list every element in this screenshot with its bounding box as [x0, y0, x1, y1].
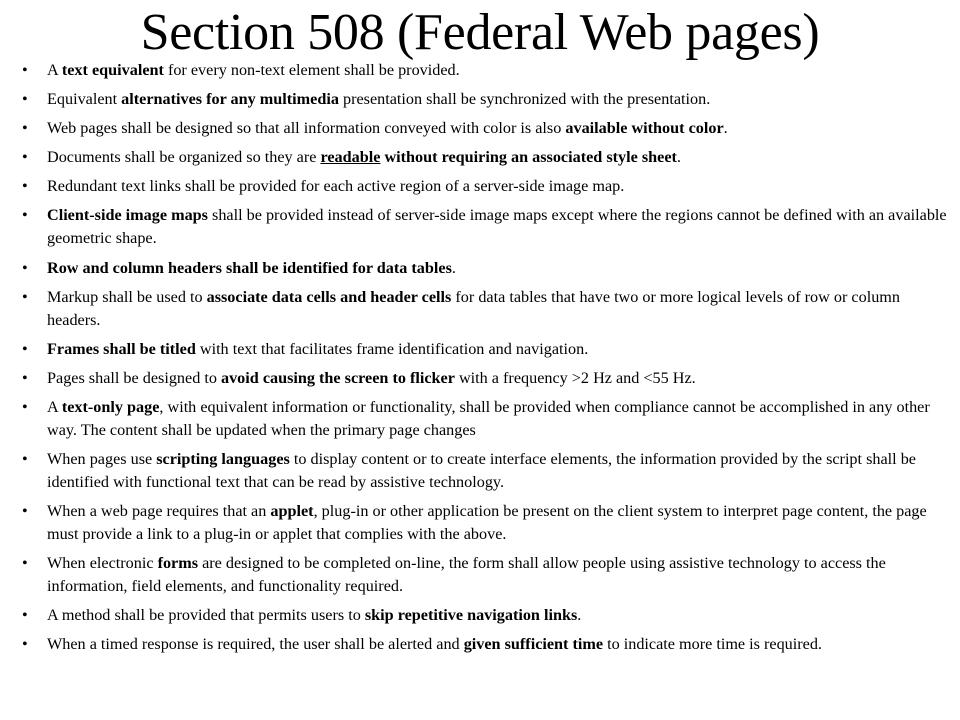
bold-text: associate data cells and header cells	[206, 287, 452, 306]
bullet-item	[22, 175, 952, 198]
text-segment: .	[451, 258, 456, 277]
text-segment: A	[47, 397, 62, 416]
bullet-item	[22, 367, 952, 390]
text-segment: to indicate more time is required.	[603, 635, 822, 654]
bullet-item	[22, 286, 952, 332]
text-segment: are designed to be completed on-line, the form shall allow people using assistive technology to access the information, field elements, and functionality required.	[47, 554, 886, 596]
text-segment: When a timed response is required, the user shall be alerted and	[47, 635, 464, 654]
text-segment: A	[47, 61, 62, 79]
bullet-item	[22, 552, 952, 598]
bullet-list	[22, 59, 952, 663]
text-segment: When electronic	[47, 554, 158, 573]
text-segment: Documents shall be organized so they are	[47, 148, 321, 167]
text-segment: to display content or to create interface elements, the information provided by the script shall be identified with functional text that can be read by assistive technology.	[47, 450, 916, 492]
text-segment: shall be provided instead of server-side image maps except where the regions cannot be defined with an available geometric shape.	[47, 206, 947, 248]
bold-text: text-only page	[61, 397, 160, 416]
text-segment: Pages shall be designed to	[47, 368, 221, 387]
bullet-item	[22, 204, 952, 250]
bullet-item	[22, 146, 952, 169]
text-segment: Web pages shall be designed so that all information conveyed with color is also	[47, 119, 566, 138]
bullet-item	[22, 604, 952, 627]
text-segment: with text that facilitates frame identification and navigation.	[195, 339, 589, 358]
bold-text: avoid causing the screen to flicker	[220, 368, 455, 387]
bullet-item	[22, 396, 952, 442]
bullet-item	[22, 59, 952, 82]
bold-text: scripting languages	[156, 450, 290, 469]
bullet-item	[22, 117, 952, 140]
bold-text: applet	[270, 502, 314, 521]
text-segment: .	[577, 606, 582, 625]
text-segment: When pages use	[47, 450, 157, 469]
text-segment: , with equivalent information or functionality, shall be provided when compliance cannot be accomplished in any other way. The content shall be updated when the primary page changes	[47, 397, 930, 439]
bold-text: without requiring an associated style sheet	[380, 148, 677, 167]
text-segment: for data tables that have two or more logical levels of row or column headers.	[47, 287, 900, 329]
bold-text: readable	[320, 148, 381, 167]
bold-text: given sufficient time	[463, 635, 604, 654]
text-segment: When a web page requires that an	[47, 502, 271, 521]
bold-text: Client-side image maps	[47, 206, 208, 225]
bullet-item	[22, 448, 952, 494]
bullet-item	[22, 633, 952, 656]
bold-text: Row and column headers shall be identified for data tables	[47, 258, 452, 277]
text-segment: .	[676, 148, 681, 167]
text-segment: .	[723, 119, 728, 138]
bold-text: alternatives for any multimedia	[121, 90, 339, 109]
text-segment: for every non-text element shall be provided.	[163, 61, 460, 79]
text-segment: with a frequency >2 Hz and <55 Hz.	[454, 368, 696, 387]
text-segment: Equivalent	[47, 90, 122, 109]
bullet-item	[22, 88, 952, 111]
bold-text: text equivalent	[61, 61, 164, 79]
text-segment: Redundant text links shall be provided for each active region of a server-side image map.	[47, 177, 625, 196]
text-segment: A method shall be provided that permits users to	[47, 606, 365, 625]
text-segment: presentation shall be synchronized with the presentation.	[338, 90, 711, 109]
bold-text: forms	[157, 554, 199, 573]
text-segment: Markup shall be used to	[47, 287, 207, 306]
bold-text: available without color	[565, 119, 724, 138]
bold-text: skip repetitive navigation links	[364, 606, 578, 625]
bullet-item	[22, 338, 952, 361]
bullet-item	[22, 257, 952, 280]
slide-title: Section 508 (Federal Web pages)	[140, 4, 820, 61]
text-segment: , plug-in or other application be present on the client system to interpret page content, the page must provide a link to a plug-in or applet that complies with the above.	[47, 502, 927, 544]
bullet-item	[22, 500, 952, 546]
bold-text: Frames shall be titled	[47, 339, 196, 358]
